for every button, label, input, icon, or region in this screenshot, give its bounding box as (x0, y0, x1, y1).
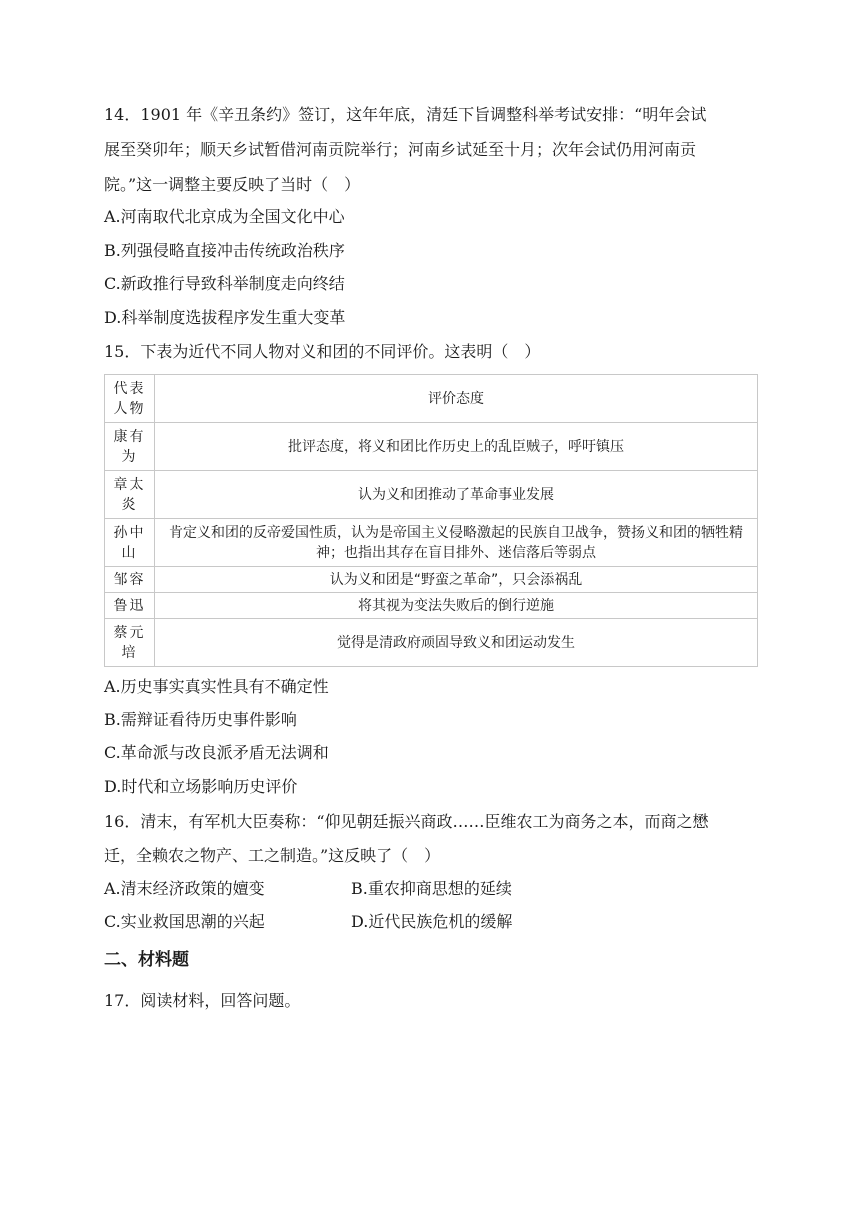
table-row (105, 567, 758, 593)
q16-option-d: D.近代民族危机的缓解 (351, 912, 513, 931)
q16-option-a: A.清末经济政策的嬗变 (104, 879, 265, 898)
table-header-row (105, 375, 758, 423)
table-row (105, 593, 758, 619)
q14-option-b: B.列强侵略直接冲击传统政治秩序 (104, 241, 345, 260)
row-person: 康有为 (105, 423, 155, 471)
q15-option-d: D.时代和立场影响历史评价 (104, 777, 298, 796)
q16-stem-line-1: 16．清末，有军机大臣奏称：“仰见朝廷振兴商政……臣维农工为商务之本，而商之懋 (104, 812, 709, 831)
q14-option-d: D.科举制度选拔程序发生重大变革 (104, 308, 346, 327)
q14-stem-line-3: 院。”这一调整主要反映了当时（ ） (104, 175, 361, 194)
q15-option-b: B.需辩证看待历史事件影响 (104, 710, 297, 729)
q14-option-a: A.河南取代北京成为全国文化中心 (104, 207, 345, 226)
q16-option-c: C.实业救国思潮的兴起 (104, 912, 265, 931)
row-person: 章太炎 (105, 471, 155, 519)
row-attitude: 觉得是清政府顽固导致义和团运动发生 (155, 619, 758, 667)
q17-stem: 17．阅读材料，回答问题。 (104, 991, 301, 1010)
q15-option-c: C.革命派与改良派矛盾无法调和 (104, 743, 329, 762)
row-attitude: 将其视为变法失败后的倒行逆施 (155, 593, 758, 619)
row-attitude: 肯定义和团的反帝爱国性质，认为是帝国主义侵略激起的民族自卫战争，赞扬义和团的牺牲精神；也指出其存在盲目排外、迷信落后等弱点 (155, 519, 758, 567)
q16-stem-line-2: 迁，全赖农之物产、工之制造。”这反映了（ ） (104, 846, 441, 865)
q14-stem-line-2: 展至癸卯年；顺天乡试暂借河南贡院举行；河南乡试延至十月；次年会试仍用河南贡 (104, 140, 697, 159)
evaluation-table (104, 374, 758, 667)
header-person: 代表人物 (105, 375, 155, 423)
q14-option-c: C.新政推行导致科举制度走向终结 (104, 274, 345, 293)
row-attitude: 认为义和团是“野蛮之革命”，只会添祸乱 (155, 567, 758, 593)
table-row (105, 619, 758, 667)
table-row (105, 423, 758, 471)
q15-stem: 15．下表为近代不同人物对义和团的不同评价。这表明（ ） (104, 342, 541, 361)
row-attitude: 批评态度，将义和团比作历史上的乱臣贼子，呼吁镇压 (155, 423, 758, 471)
row-person: 邹容 (105, 567, 155, 593)
row-person: 鲁迅 (105, 593, 155, 619)
header-attitude: 评价态度 (155, 375, 758, 423)
row-person: 孙中山 (105, 519, 155, 567)
row-person: 蔡元培 (105, 619, 155, 667)
q14-stem-line-1: 14．1901 年《辛丑条约》签订，这年年底，清廷下旨调整科举考试安排：“明年会试 (104, 105, 707, 124)
q16-option-b: B.重农抑商思想的延续 (351, 879, 512, 898)
table-row (105, 519, 758, 567)
section-heading: 二、材料题 (104, 950, 189, 970)
row-attitude: 认为义和团推动了革命事业发展 (155, 471, 758, 519)
q15-option-a: A.历史事实真实性具有不确定性 (104, 677, 329, 696)
table-row (105, 471, 758, 519)
